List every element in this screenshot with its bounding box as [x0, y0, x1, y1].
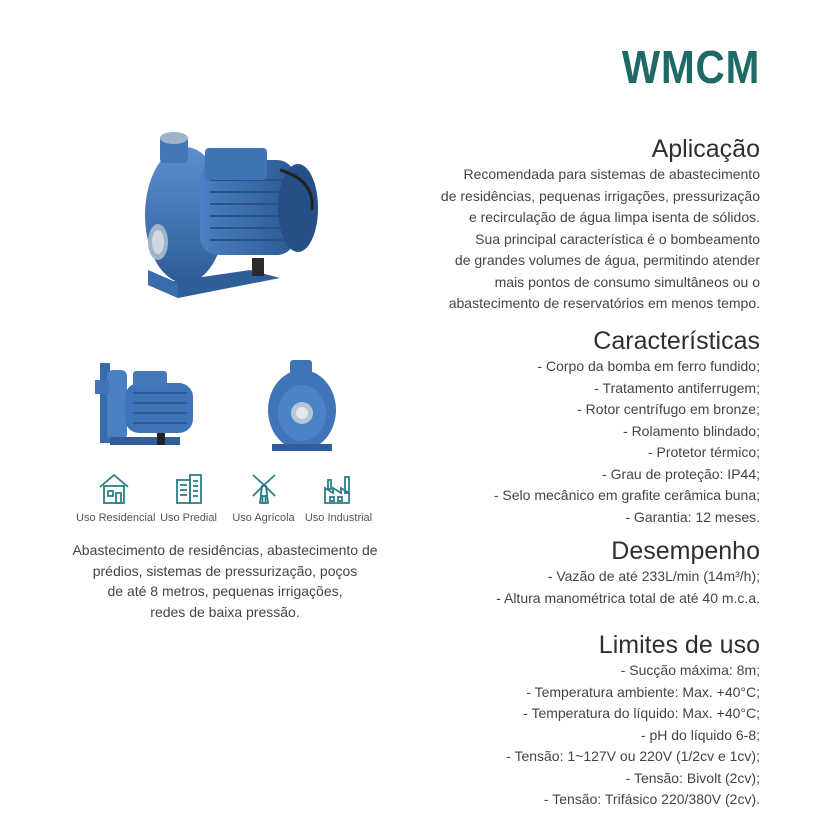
usage-desc-line: Abastecimento de residências, abastecimento de [72, 542, 378, 558]
list-item: - Protetor térmico; [647, 444, 760, 460]
list-item: - Corpo da bomba em ferro fundido; [537, 358, 760, 374]
caracteristicas-list [430, 356, 760, 528]
text-line: mais pontos de consumo simultâneos ou o [494, 273, 760, 290]
list-item: - Temperatura do líquido: Max. +40°C; [523, 705, 760, 721]
section-desempenho [430, 536, 760, 609]
building-icon [172, 472, 206, 506]
windmill-icon [247, 472, 281, 506]
house-icon [97, 472, 131, 506]
list-item: - Sucção máxima: 8m; [620, 662, 760, 678]
limites-list [430, 660, 760, 811]
usage-description [50, 540, 400, 622]
usage-desc-line: redes de baixa pressão. [150, 603, 300, 620]
list-item: - Rolamento blindado; [623, 422, 760, 439]
list-item: - Rotor centrífugo em bronze; [577, 401, 760, 417]
usage-agricola [226, 472, 301, 524]
text-line: de residências, pequenas irrigações, pressurização [440, 187, 760, 204]
pump-side-image [95, 355, 205, 450]
list-item: - pH do líquido 6-8; [640, 726, 760, 743]
usage-label-predial: Uso Predial [160, 512, 217, 524]
usage-predial [151, 472, 226, 524]
section-heading-desempenho: Desempenho [611, 537, 760, 565]
usage-residencial [76, 472, 156, 524]
text-line: de grandes volumes de água, permitindo atender [454, 252, 760, 268]
list-item: - Tensão: Bivolt (2cv); [625, 769, 760, 786]
section-caracteristicas [430, 326, 760, 528]
section-heading-limites: Limites de uso [598, 631, 760, 659]
list-item: - Tensão: Trifásico 220/380V (2cv). [543, 791, 760, 807]
usage-desc-line: prédios, sistemas de pressurização, poços [92, 562, 358, 579]
text-line: Recomendada para sistemas de abastecimento [463, 166, 760, 182]
list-item: - Altura manométrica total de até 40 m.c.a. [496, 589, 760, 606]
usage-icons-row [76, 472, 376, 524]
section-heading-aplicacao: Aplicação [651, 135, 760, 163]
product-title: WMCM [621, 41, 760, 93]
pump-front-image [262, 358, 342, 453]
usage-desc-line: de até 8 metros, pequenas irrigações, [107, 583, 343, 599]
text-line: abastecimento de reservatórios em menos tempo. [448, 295, 760, 311]
factory-icon [322, 472, 356, 506]
list-item: - Selo mecânico em grafite cerâmica buna; [493, 487, 760, 503]
section-limites [430, 630, 760, 811]
text-line: Sua principal característica é o bombeamento [475, 230, 760, 247]
usage-label-industrial: Uso Industrial [304, 512, 373, 524]
section-heading-caracteristicas: Características [593, 327, 760, 355]
usage-label-residencial: Uso Residencial [76, 512, 156, 524]
usage-industrial [301, 472, 376, 524]
usage-label-agricola: Uso Agrícola [232, 512, 295, 524]
aplicacao-text [430, 164, 760, 315]
list-item: - Vazão de até 233L/min (14m³/h); [547, 568, 760, 584]
text-line: e recirculação de água limpa isenta de sólidos. [468, 209, 760, 225]
list-item: - Grau de proteção: IP44; [602, 465, 760, 482]
list-item: - Tratamento antiferrugem; [594, 379, 760, 396]
pump-main-image [130, 120, 330, 310]
list-item: - Tensão: 1~127V ou 220V (1/2cv e 1cv); [506, 748, 760, 764]
list-item: - Temperatura ambiente: Max. +40°C; [526, 683, 760, 700]
desempenho-list [430, 566, 760, 609]
section-aplicacao [430, 134, 760, 315]
list-item: - Garantia: 12 meses. [625, 508, 760, 525]
